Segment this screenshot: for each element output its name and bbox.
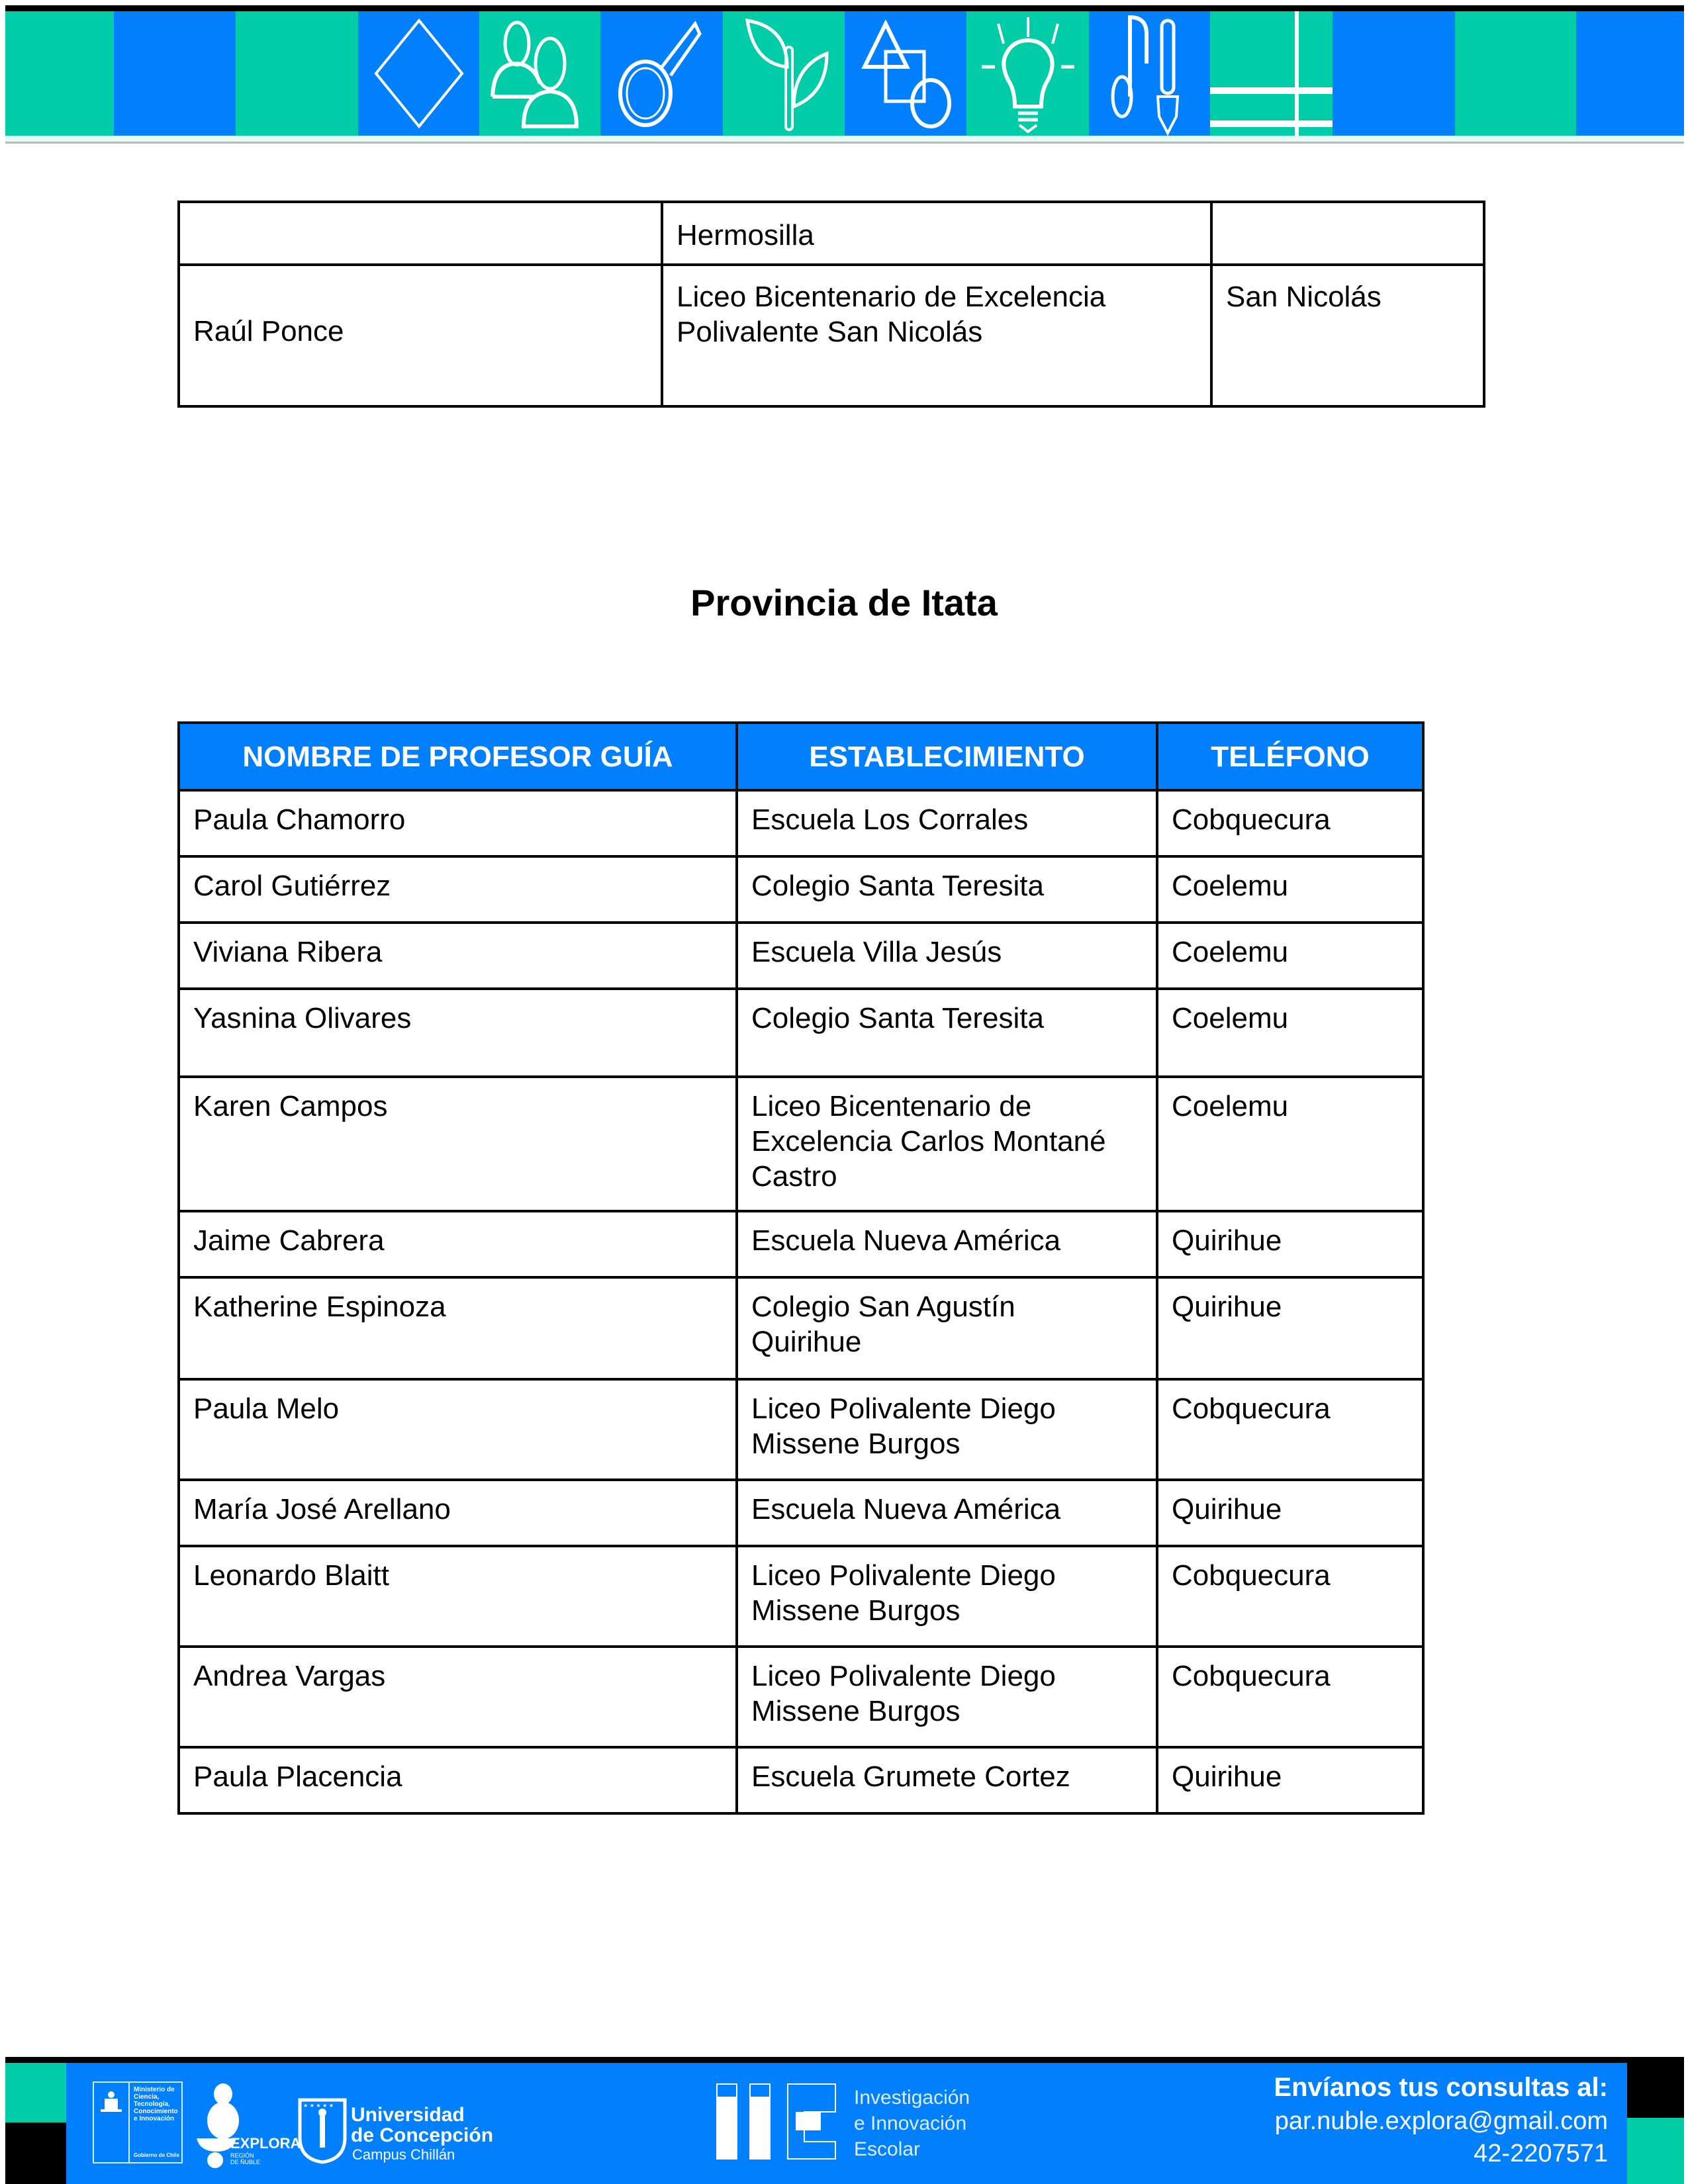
cell-school: Colegio Santa Teresita [737, 989, 1157, 1077]
explora-sub [230, 2152, 260, 2165]
contact-email[interactable]: par.nuble.explora@gmail.com [1274, 2107, 1608, 2135]
udec-line: Universidad [351, 2104, 465, 2126]
stripe [479, 11, 600, 136]
table-row [179, 1546, 1423, 1647]
plant-icon [734, 14, 833, 133]
cell-commune: Cobquecura [1157, 790, 1423, 856]
iie-logo-icon [715, 2082, 841, 2161]
cell-commune: San Nicolás [1211, 265, 1484, 406]
svg-text:★ ★ ★ ★ ★: ★ ★ ★ ★ ★ [303, 2103, 334, 2109]
cell-commune: Coelemu [1157, 1077, 1423, 1211]
table-row [179, 1647, 1423, 1747]
coat-of-arms-icon [98, 2089, 124, 2116]
grid-lines-icon [1210, 11, 1333, 136]
table-row [179, 265, 1484, 406]
ministerio-logo [93, 2081, 183, 2163]
table-row [179, 1747, 1423, 1813]
stripe [358, 11, 479, 136]
iie-line: e Innovación [854, 2113, 967, 2134]
contact-phone: 42-2207571 [1474, 2140, 1608, 2167]
cell-name: Andrea Vargas [179, 1647, 737, 1747]
table-header-row [179, 723, 1423, 790]
header-phone: TELÉFONO [1157, 723, 1423, 790]
cell-school: Escuela Nueva América [737, 1211, 1157, 1277]
table-row [179, 790, 1423, 856]
cell-commune: Coelemu [1157, 856, 1423, 923]
cell-name: Yasnina Olivares [179, 989, 737, 1077]
cell-school: Liceo Bicentenario de Excelencia Carlos Montané Castro [737, 1077, 1157, 1211]
cell-name: Karen Campos [179, 1077, 737, 1211]
stripe [1333, 11, 1455, 136]
people-icon [487, 17, 593, 130]
cell-school: Hermosilla [662, 202, 1211, 265]
cell-school: Liceo Bicentenario de Excelencia Polivalente San Nicolás [662, 265, 1211, 406]
gobierno-text: Gobierno de Chile [134, 2152, 179, 2158]
stripe [5, 11, 114, 136]
cell-commune [1211, 202, 1484, 265]
shapes-icon [859, 17, 952, 130]
cell-commune: Quirihue [1157, 1277, 1423, 1379]
cell-name: Paula Chamorro [179, 790, 737, 856]
table-row [179, 989, 1423, 1077]
iie-line: Escolar [854, 2138, 921, 2160]
footer-green-left [5, 2063, 66, 2122]
cell-commune: Cobquecura [1157, 1647, 1423, 1747]
cell-school: Escuela Nueva América [737, 1480, 1157, 1546]
lightbulb-icon [978, 14, 1078, 133]
header-school: ESTABLECIMIENTO [737, 723, 1157, 790]
header-name: NOMBRE DE PROFESOR GUÍA [179, 723, 737, 790]
cell-school: Escuela Grumete Cortez [737, 1747, 1157, 1813]
stripe [1455, 11, 1576, 136]
cell-school: Liceo Polivalente Diego Missene Burgos [737, 1546, 1157, 1647]
explora-label: EXPLORA [230, 2135, 301, 2152]
cell-commune: Coelemu [1157, 989, 1423, 1077]
table-continuation [177, 201, 1485, 408]
teachers-table [177, 721, 1425, 1815]
stripe [600, 11, 723, 136]
contact-block [1274, 2070, 1608, 2169]
header-rule [5, 142, 1684, 144]
cell-commune: Quirihue [1157, 1211, 1423, 1277]
stripe [966, 11, 1089, 136]
cell-school: Colegio San Agustín Quirihue [737, 1277, 1157, 1379]
contact-title: Envíanos tus consultas al: [1274, 2073, 1608, 2102]
cell-school: Escuela Villa Jesús [737, 923, 1157, 989]
udec-name [351, 2105, 493, 2146]
magnifier-icon [612, 17, 712, 130]
cell-name: María José Arellano [179, 1480, 737, 1546]
cell-name: Jaime Cabrera [179, 1211, 737, 1277]
cell-commune: Cobquecura [1157, 1546, 1423, 1647]
iie-text [854, 2085, 970, 2162]
table-row [179, 202, 1484, 265]
cell-name: Paula Melo [179, 1379, 737, 1480]
stripe [1576, 11, 1684, 136]
table-row [179, 1277, 1423, 1379]
udec-shield-icon [298, 2098, 347, 2164]
cell-name: Leonardo Blaitt [179, 1546, 737, 1647]
udec-campus: Campus Chillán [352, 2146, 455, 2163]
cell-school: Colegio Santa Teresita [737, 856, 1157, 923]
cell-commune: Quirihue [1157, 1480, 1423, 1546]
table-row [179, 856, 1423, 923]
ministerio-line: e Innovación [134, 2115, 175, 2122]
cell-commune: Quirihue [1157, 1747, 1423, 1813]
header-banner [5, 5, 1684, 136]
footer-green-right [1627, 2118, 1684, 2184]
section-title: Provincia de Itata [690, 582, 998, 623]
udec-line: de Concepción [351, 2124, 494, 2146]
ministerio-line: Conocimiento [134, 2108, 178, 2115]
ministerio-line: Tecnología, [134, 2101, 170, 2108]
table-row [179, 1211, 1423, 1277]
stripe [1089, 11, 1210, 136]
table-row [179, 1480, 1423, 1546]
ministerio-line: Ministerio de [134, 2086, 175, 2093]
cell-school: Liceo Polivalente Diego Missene Burgos [737, 1647, 1157, 1747]
cell-commune: Cobquecura [1157, 1379, 1423, 1480]
cell-commune: Coelemu [1157, 923, 1423, 989]
diamond-icon [373, 17, 465, 130]
explora-sub-line: DE ÑUBLE [230, 2159, 261, 2165]
stripe [114, 11, 236, 136]
cell-name: Raúl Ponce [179, 265, 662, 406]
cell-name [179, 202, 662, 265]
cell-school: Escuela Los Corrales [737, 790, 1157, 856]
cell-name: Paula Placencia [179, 1747, 737, 1813]
iie-line: Investigación [854, 2087, 970, 2109]
stripe [723, 11, 845, 136]
cell-school: Liceo Polivalente Diego Missene Burgos [737, 1379, 1157, 1480]
music-brush-icon [1110, 11, 1190, 136]
stripe [845, 11, 966, 136]
logo-divider [128, 2083, 130, 2162]
cell-name: Katherine Espinoza [179, 1277, 737, 1379]
stripe [236, 11, 358, 136]
ministerio-text [134, 2086, 178, 2122]
stripe [1210, 11, 1333, 136]
header-stripes [5, 11, 1684, 136]
cell-name: Carol Gutiérrez [179, 856, 737, 923]
table-row [179, 923, 1423, 989]
table-row [179, 1077, 1423, 1211]
cell-name: Viviana Ribera [179, 923, 737, 989]
ministerio-line: Ciencia, [134, 2093, 160, 2101]
explora-sub-line: REGIÓN [230, 2152, 254, 2159]
table-row [179, 1379, 1423, 1480]
